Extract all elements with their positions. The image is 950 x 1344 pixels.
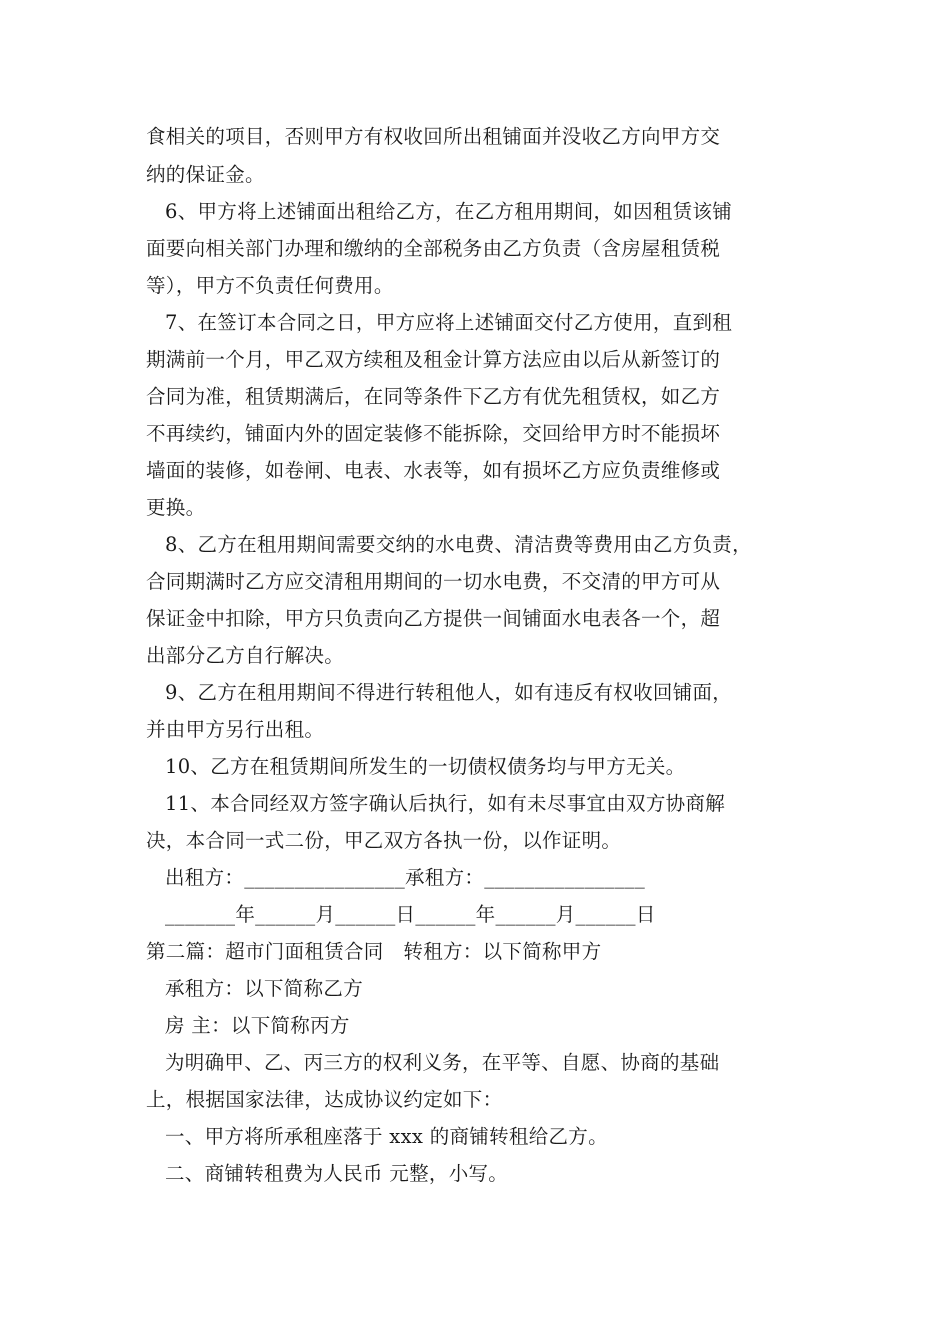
text-line: 合同为准，租赁期满后，在同等条件下乙方有优先租赁权，如乙方 xyxy=(146,385,721,408)
date-line: _______年______月______日______年______月______日 xyxy=(165,903,656,926)
text-line: 纳的保证金。 xyxy=(146,163,265,186)
text-line: 8、乙方在租用期间需要交纳的水电费、清洁费等费用由乙方负责， xyxy=(165,533,752,556)
text-line: 墙面的装修，如卷闸、电表、水表等，如有损坏乙方应负责维修或 xyxy=(146,459,721,482)
text-line: 房 主：以下简称丙方 xyxy=(165,1014,350,1037)
text-line: 11、本合同经双方签字确认后执行，如有未尽事宜由双方协商解 xyxy=(165,792,726,815)
text-line: 保证金中扣除，甲方只负责向乙方提供一间铺面水电表各一个，超 xyxy=(146,607,721,630)
text-line: 一、甲方将所承租座落于 xxx 的商铺转租给乙方。 xyxy=(165,1125,608,1148)
text-line: 二、商铺转租费为人民币 元整，小写。 xyxy=(165,1162,509,1185)
text-line: 7、在签订本合同之日，甲方应将上述铺面交付乙方使用，直到租 xyxy=(165,311,733,334)
text-line: 面要向相关部门办理和缴纳的全部税务由乙方负责（含房屋租赁税 xyxy=(146,237,721,260)
text-line: 出部分乙方自行解决。 xyxy=(146,644,345,667)
signature-line: 出租方：________________承租方：________________ xyxy=(165,866,645,889)
text-line: 合同期满时乙方应交清租用期间的一切水电费，不交清的甲方可从 xyxy=(146,570,721,593)
text-line: 食相关的项目，否则甲方有权收回所出租铺面并没收乙方向甲方交 xyxy=(146,125,721,148)
text-line: 上，根据国家法律，达成协议约定如下： xyxy=(146,1088,503,1111)
text-line: 9、乙方在租用期间不得进行转租他人，如有违反有权收回铺面， xyxy=(165,681,733,704)
text-line: 承租方：以下简称乙方 xyxy=(165,977,364,1000)
text-line: 更换。 xyxy=(146,496,206,519)
text-line: 期满前一个月，甲乙双方续租及租金计算方法应由以后从新签订的 xyxy=(146,348,721,371)
text-line: 6、甲方将上述铺面出租给乙方，在乙方租用期间，如因租赁该铺 xyxy=(165,200,733,223)
text-line: 10、乙方在租赁期间所发生的一切债权债务均与甲方无关。 xyxy=(165,755,686,778)
text-line: 并由甲方另行出租。 xyxy=(146,718,325,741)
text-line: 为明确甲、乙、丙三方的权利义务，在平等、自愿、协商的基础 xyxy=(165,1051,720,1074)
section-heading: 第二篇：超市门面租赁合同 转租方：以下简称甲方 xyxy=(146,940,602,963)
text-line: 不再续约，铺面内外的固定装修不能拆除，交回给甲方时不能损坏 xyxy=(146,422,721,445)
text-line: 等），甲方不负责任何费用。 xyxy=(146,274,394,297)
text-line: 决，本合同一式二份，甲乙双方各执一份，以作证明。 xyxy=(146,829,622,852)
